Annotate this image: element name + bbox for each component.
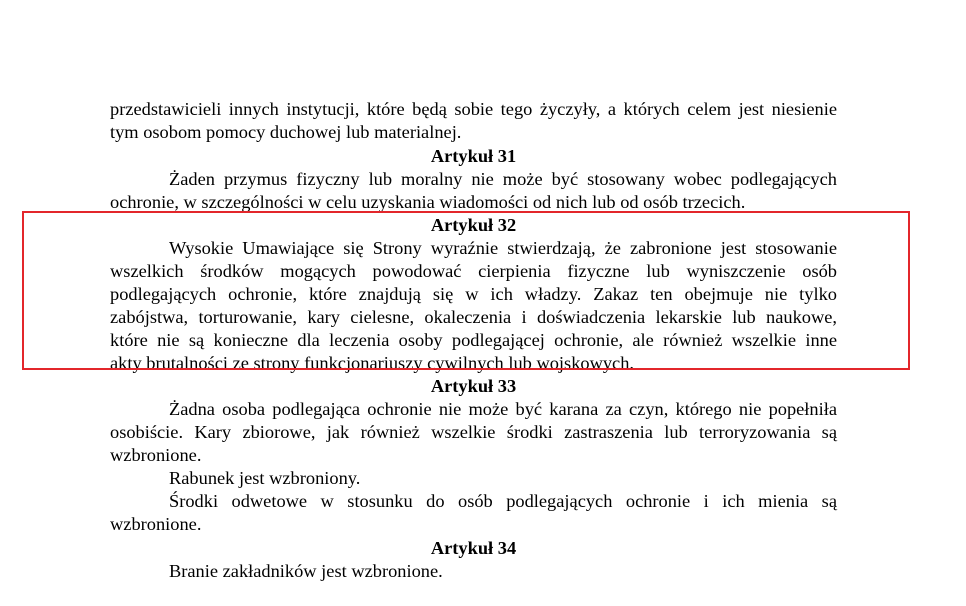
article-32-line-2: wszelkich środków mogących powodować cierpienia fizyczne lub wyniszczenie osób: [110, 261, 837, 281]
article-33-line-4: Rabunek jest wzbroniony.: [169, 468, 361, 488]
intro-line-2: tym osobom pomocy duchowej lub materialnej.: [110, 122, 462, 142]
article-32-line-5: które nie są konieczne dla leczenia osoby podlegającej ochronie, ale również wszelkie inne: [110, 330, 837, 350]
article-34-line-1: Branie zakładników jest wzbronione.: [169, 561, 443, 581]
article-33-heading: Artykuł 33: [430, 376, 517, 396]
article-31-line-1: Żaden przymus fizyczny lub moralny nie może być stosowany wobec podlegających: [169, 169, 837, 189]
article-34-heading: Artykuł 34: [430, 538, 517, 558]
article-33-line-1: Żadna osoba podlegająca ochronie nie może być karana za czyn, którego nie popełniła: [169, 399, 837, 419]
article-32-heading: Artykuł 32: [430, 215, 517, 235]
article-33-line-3: wzbronione.: [110, 445, 202, 465]
article-33-line-2: osobiście. Kary zbiorowe, jak również wszelkie środki zastraszenia lub terroryzowania są: [110, 422, 837, 442]
article-33-line-6: wzbronione.: [110, 514, 202, 534]
article-33-line-5: Środki odwetowe w stosunku do osób podlegających ochronie i ich mienia są: [169, 491, 837, 511]
article-32-highlight-box: [22, 211, 910, 370]
article-32-line-4: zabójstwa, torturowanie, kary cielesne, okaleczenia i doświadczenia lekarskie lub naukowe,: [110, 307, 837, 327]
intro-line-1: przedstawicieli innych instytucji, które będą sobie tego życzyły, a których celem jest niesienie: [110, 99, 837, 119]
article-32-line-1: Wysokie Umawiające się Strony wyraźnie stwierdzają, że zabronione jest stosowanie: [169, 238, 837, 258]
article-32-line-3: podlegających ochronie, które znajdują się w ich władzy. Zakaz ten obejmuje nie tylko: [110, 284, 837, 304]
article-31-heading: Artykuł 31: [430, 146, 517, 166]
article-31-line-2: ochronie, w szczególności w celu uzyskania wiadomości od nich lub od osób trzecich.: [110, 192, 746, 212]
article-32-line-6: akty brutalności ze strony funkcjonariuszy cywilnych lub wojskowych.: [110, 353, 635, 373]
